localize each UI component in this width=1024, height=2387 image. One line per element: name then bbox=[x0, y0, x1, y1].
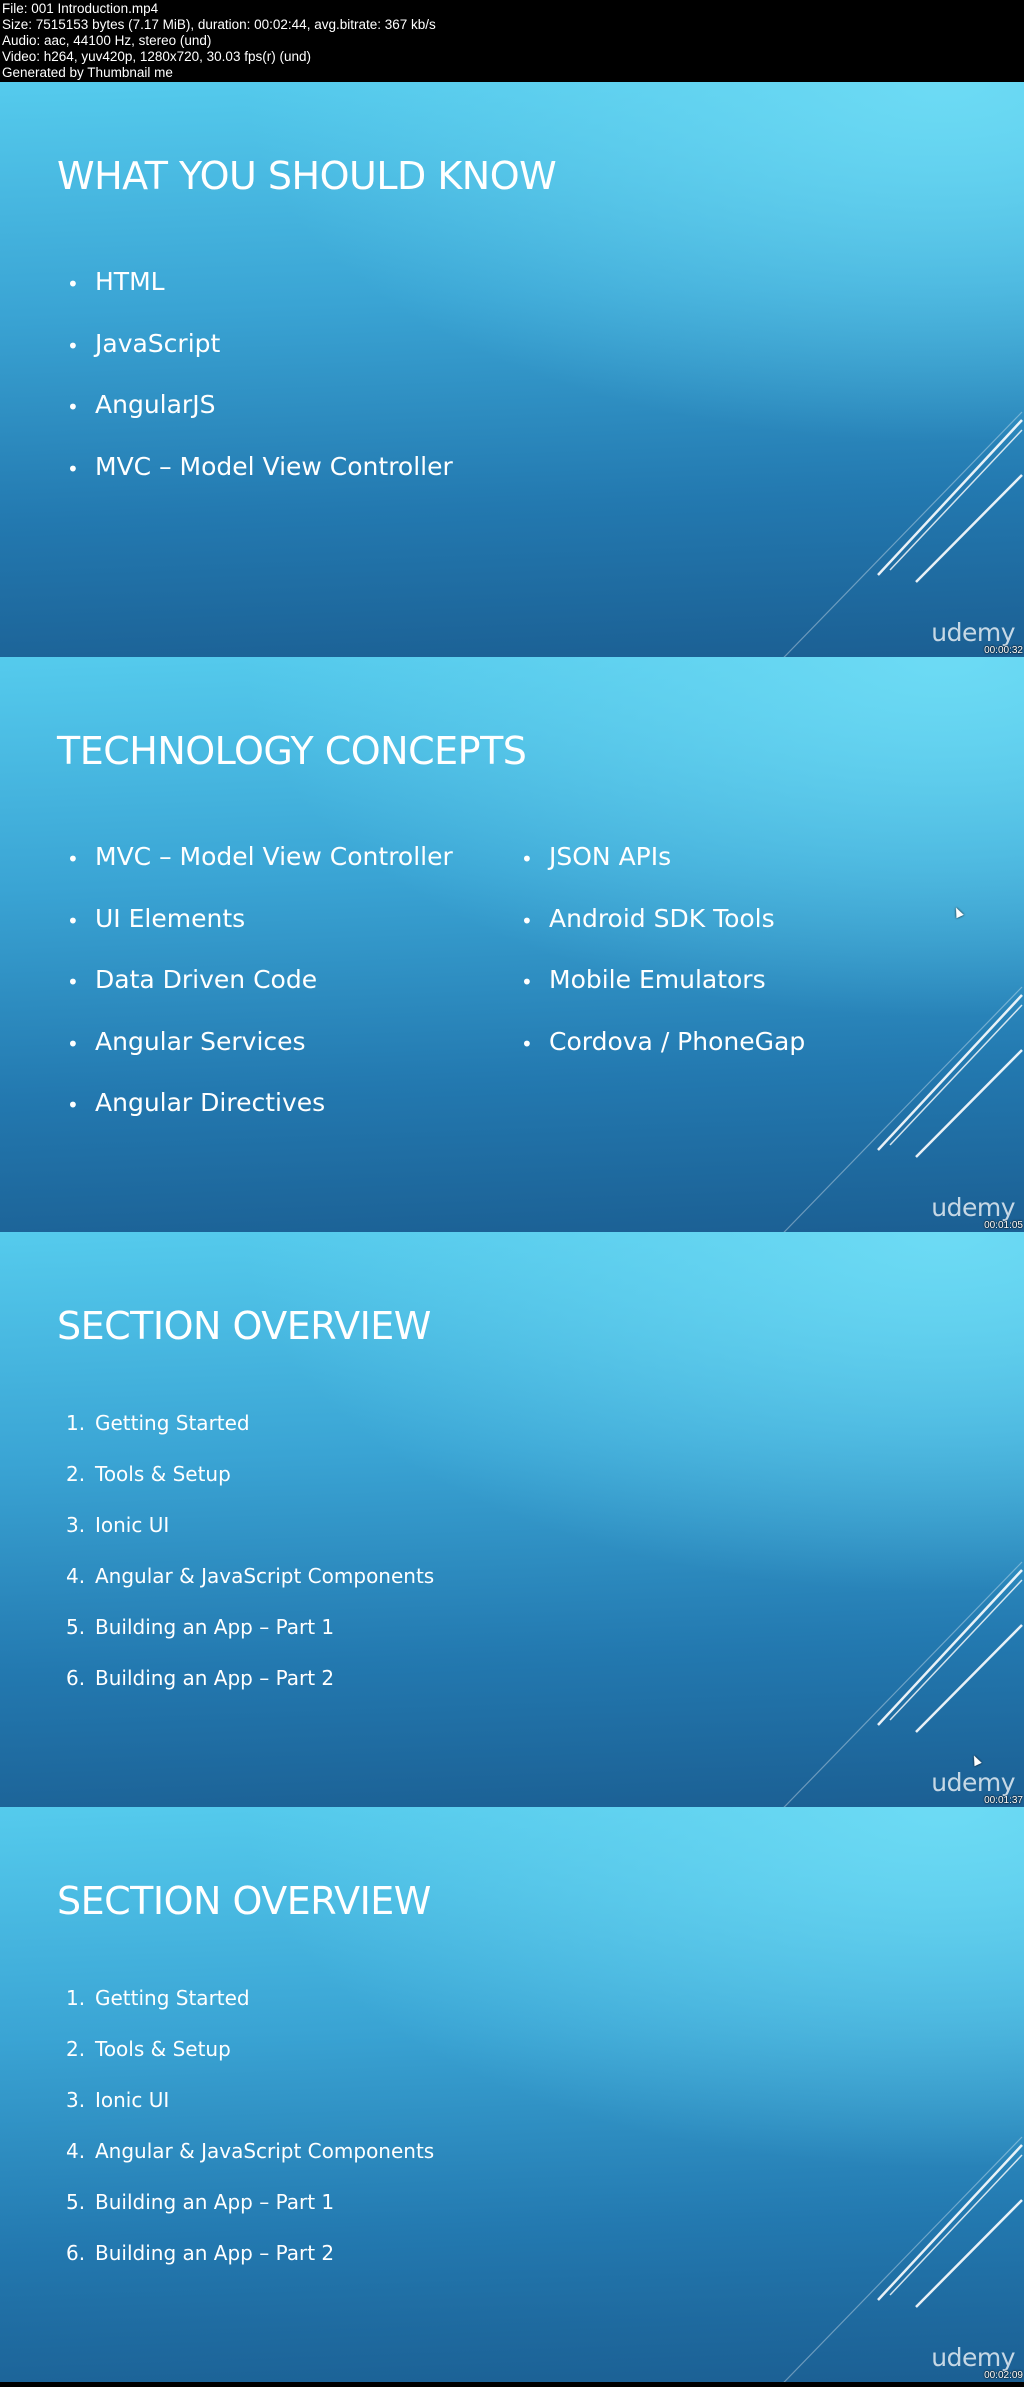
bullet-text: Android SDK Tools bbox=[549, 903, 775, 933]
list-number: 2. bbox=[66, 2037, 86, 2061]
list-item bbox=[66, 1666, 434, 1717]
bullet-text: Data Driven Code bbox=[95, 965, 318, 994]
bullet-item bbox=[57, 1088, 453, 1150]
mouse-pointer-icon bbox=[952, 906, 963, 918]
list-text: Tools & Setup bbox=[95, 2037, 231, 2061]
video-timestamp: 00:01:05 bbox=[984, 1220, 1023, 1231]
file-info-line: Generated by Thumbnail me bbox=[2, 65, 173, 80]
list-item bbox=[66, 1986, 434, 2037]
bullet-text: AngularJS bbox=[95, 390, 216, 419]
bullet-dot-icon: • bbox=[67, 395, 79, 419]
list-text: Building an App – Part 1 bbox=[95, 2190, 335, 2214]
list-item bbox=[66, 2088, 434, 2139]
list-item bbox=[66, 2037, 434, 2088]
bullet-text: MVC – Model View Controller bbox=[95, 842, 453, 871]
bullet-item bbox=[57, 965, 453, 1027]
list-text: Ionic UI bbox=[95, 2088, 170, 2112]
udemy-logo: udemy bbox=[931, 1768, 1015, 1797]
list-number: 5. bbox=[66, 2190, 86, 2214]
numbered-list bbox=[66, 1986, 434, 2292]
slide-title: SECTION OVERVIEW bbox=[57, 1304, 431, 1348]
bullet-text: JSON APIs bbox=[549, 842, 672, 871]
slide-thumbnail bbox=[0, 82, 1024, 657]
slide-thumbnail bbox=[0, 657, 1024, 1232]
bullet-text: JavaScript bbox=[95, 328, 221, 358]
list-number: 4. bbox=[66, 1564, 86, 1588]
list-text: Building an App – Part 1 bbox=[95, 1615, 335, 1639]
diagonal-lines-icon bbox=[760, 2107, 1024, 2382]
list-text: Getting Started bbox=[95, 1986, 250, 2010]
bullet-list bbox=[57, 267, 453, 513]
bullet-item bbox=[57, 452, 453, 514]
bullet-dot-icon: • bbox=[67, 1031, 79, 1056]
bullet-dot-icon: • bbox=[67, 456, 79, 481]
list-item bbox=[66, 2190, 434, 2241]
list-number: 4. bbox=[66, 2139, 86, 2163]
slide-thumbnail bbox=[0, 1232, 1024, 1807]
bullet-dot-icon: • bbox=[521, 908, 533, 933]
bullet-item bbox=[511, 842, 805, 904]
bullet-text: Cordova / PhoneGap bbox=[549, 1026, 806, 1056]
bullet-dot-icon: • bbox=[67, 847, 79, 871]
diagonal-lines-icon bbox=[760, 1532, 1024, 1807]
list-number: 2. bbox=[66, 1462, 86, 1486]
list-item bbox=[66, 2139, 434, 2190]
list-number: 5. bbox=[66, 1615, 86, 1639]
list-number: 1. bbox=[66, 1411, 86, 1435]
list-number: 3. bbox=[66, 1513, 86, 1537]
bullet-item bbox=[511, 904, 805, 966]
list-item bbox=[66, 1615, 434, 1666]
bullet-dot-icon: • bbox=[521, 1031, 533, 1056]
bullet-text: Mobile Emulators bbox=[549, 965, 766, 994]
list-item bbox=[66, 1564, 434, 1615]
file-info-line: Audio: aac, 44100 Hz, stereo (und) bbox=[2, 33, 212, 48]
bullet-dot-icon: • bbox=[67, 908, 79, 933]
video-timestamp: 00:01:37 bbox=[984, 1795, 1023, 1806]
list-text: Angular & JavaScript Components bbox=[95, 2139, 435, 2163]
list-item bbox=[66, 1411, 434, 1462]
list-item bbox=[66, 2241, 434, 2292]
list-number: 6. bbox=[66, 1666, 86, 1690]
file-info-line: Size: 7515153 bytes (7.17 MiB), duration: 00:02:44, avg.bitrate: 367 kb/s bbox=[2, 17, 436, 32]
slide-title: WHAT YOU SHOULD KNOW bbox=[57, 154, 557, 198]
list-text: Ionic UI bbox=[95, 1513, 170, 1537]
slide-title: TECHNOLOGY CONCEPTS bbox=[57, 729, 527, 773]
list-text: Building an App – Part 2 bbox=[95, 2241, 335, 2265]
list-text: Tools & Setup bbox=[95, 1462, 231, 1486]
list-item bbox=[66, 1462, 434, 1513]
bullet-item bbox=[57, 842, 453, 904]
video-timestamp: 00:02:09 bbox=[984, 2370, 1023, 2381]
list-text: Angular & JavaScript Components bbox=[95, 1564, 435, 1588]
bullet-text: MVC – Model View Controller bbox=[95, 451, 453, 481]
bullet-dot-icon: • bbox=[67, 272, 79, 296]
diagonal-lines-icon bbox=[760, 382, 1024, 657]
list-text: Building an App – Part 2 bbox=[95, 1666, 335, 1690]
bullet-dot-icon: • bbox=[67, 333, 79, 358]
udemy-logo: udemy bbox=[931, 618, 1015, 647]
bullet-item bbox=[57, 329, 453, 391]
bullet-text: HTML bbox=[95, 267, 165, 296]
file-info-line: Video: h264, yuv420p, 1280x720, 30.03 fps(r) (und) bbox=[2, 49, 311, 64]
list-number: 1. bbox=[66, 1986, 86, 2010]
file-info-header bbox=[0, 0, 1024, 82]
bullet-item bbox=[57, 904, 453, 966]
list-item bbox=[66, 1513, 434, 1564]
diagonal-lines-icon bbox=[760, 957, 1024, 1232]
video-timestamp: 00:00:32 bbox=[984, 645, 1023, 656]
bullet-item bbox=[57, 1027, 453, 1089]
numbered-list bbox=[66, 1411, 434, 1717]
bullet-dot-icon: • bbox=[67, 1093, 79, 1117]
bullet-dot-icon: • bbox=[67, 970, 79, 994]
file-info-line: File: 001 Introduction.mp4 bbox=[2, 1, 159, 16]
bullet-text: Angular Directives bbox=[95, 1088, 326, 1117]
list-number: 3. bbox=[66, 2088, 86, 2112]
udemy-logo: udemy bbox=[931, 2343, 1015, 2372]
bullet-item bbox=[57, 267, 453, 329]
bullet-text: Angular Services bbox=[95, 1026, 306, 1056]
bullet-dot-icon: • bbox=[521, 847, 533, 871]
list-text: Getting Started bbox=[95, 1411, 250, 1435]
bullet-dot-icon: • bbox=[521, 970, 533, 994]
udemy-logo: udemy bbox=[931, 1193, 1015, 1222]
bullet-item bbox=[57, 390, 453, 452]
slide-thumbnail bbox=[0, 1807, 1024, 2382]
bullet-text: UI Elements bbox=[95, 903, 246, 933]
list-number: 6. bbox=[66, 2241, 86, 2265]
slide-title: SECTION OVERVIEW bbox=[57, 1879, 431, 1923]
bullet-list-left bbox=[57, 842, 453, 1150]
